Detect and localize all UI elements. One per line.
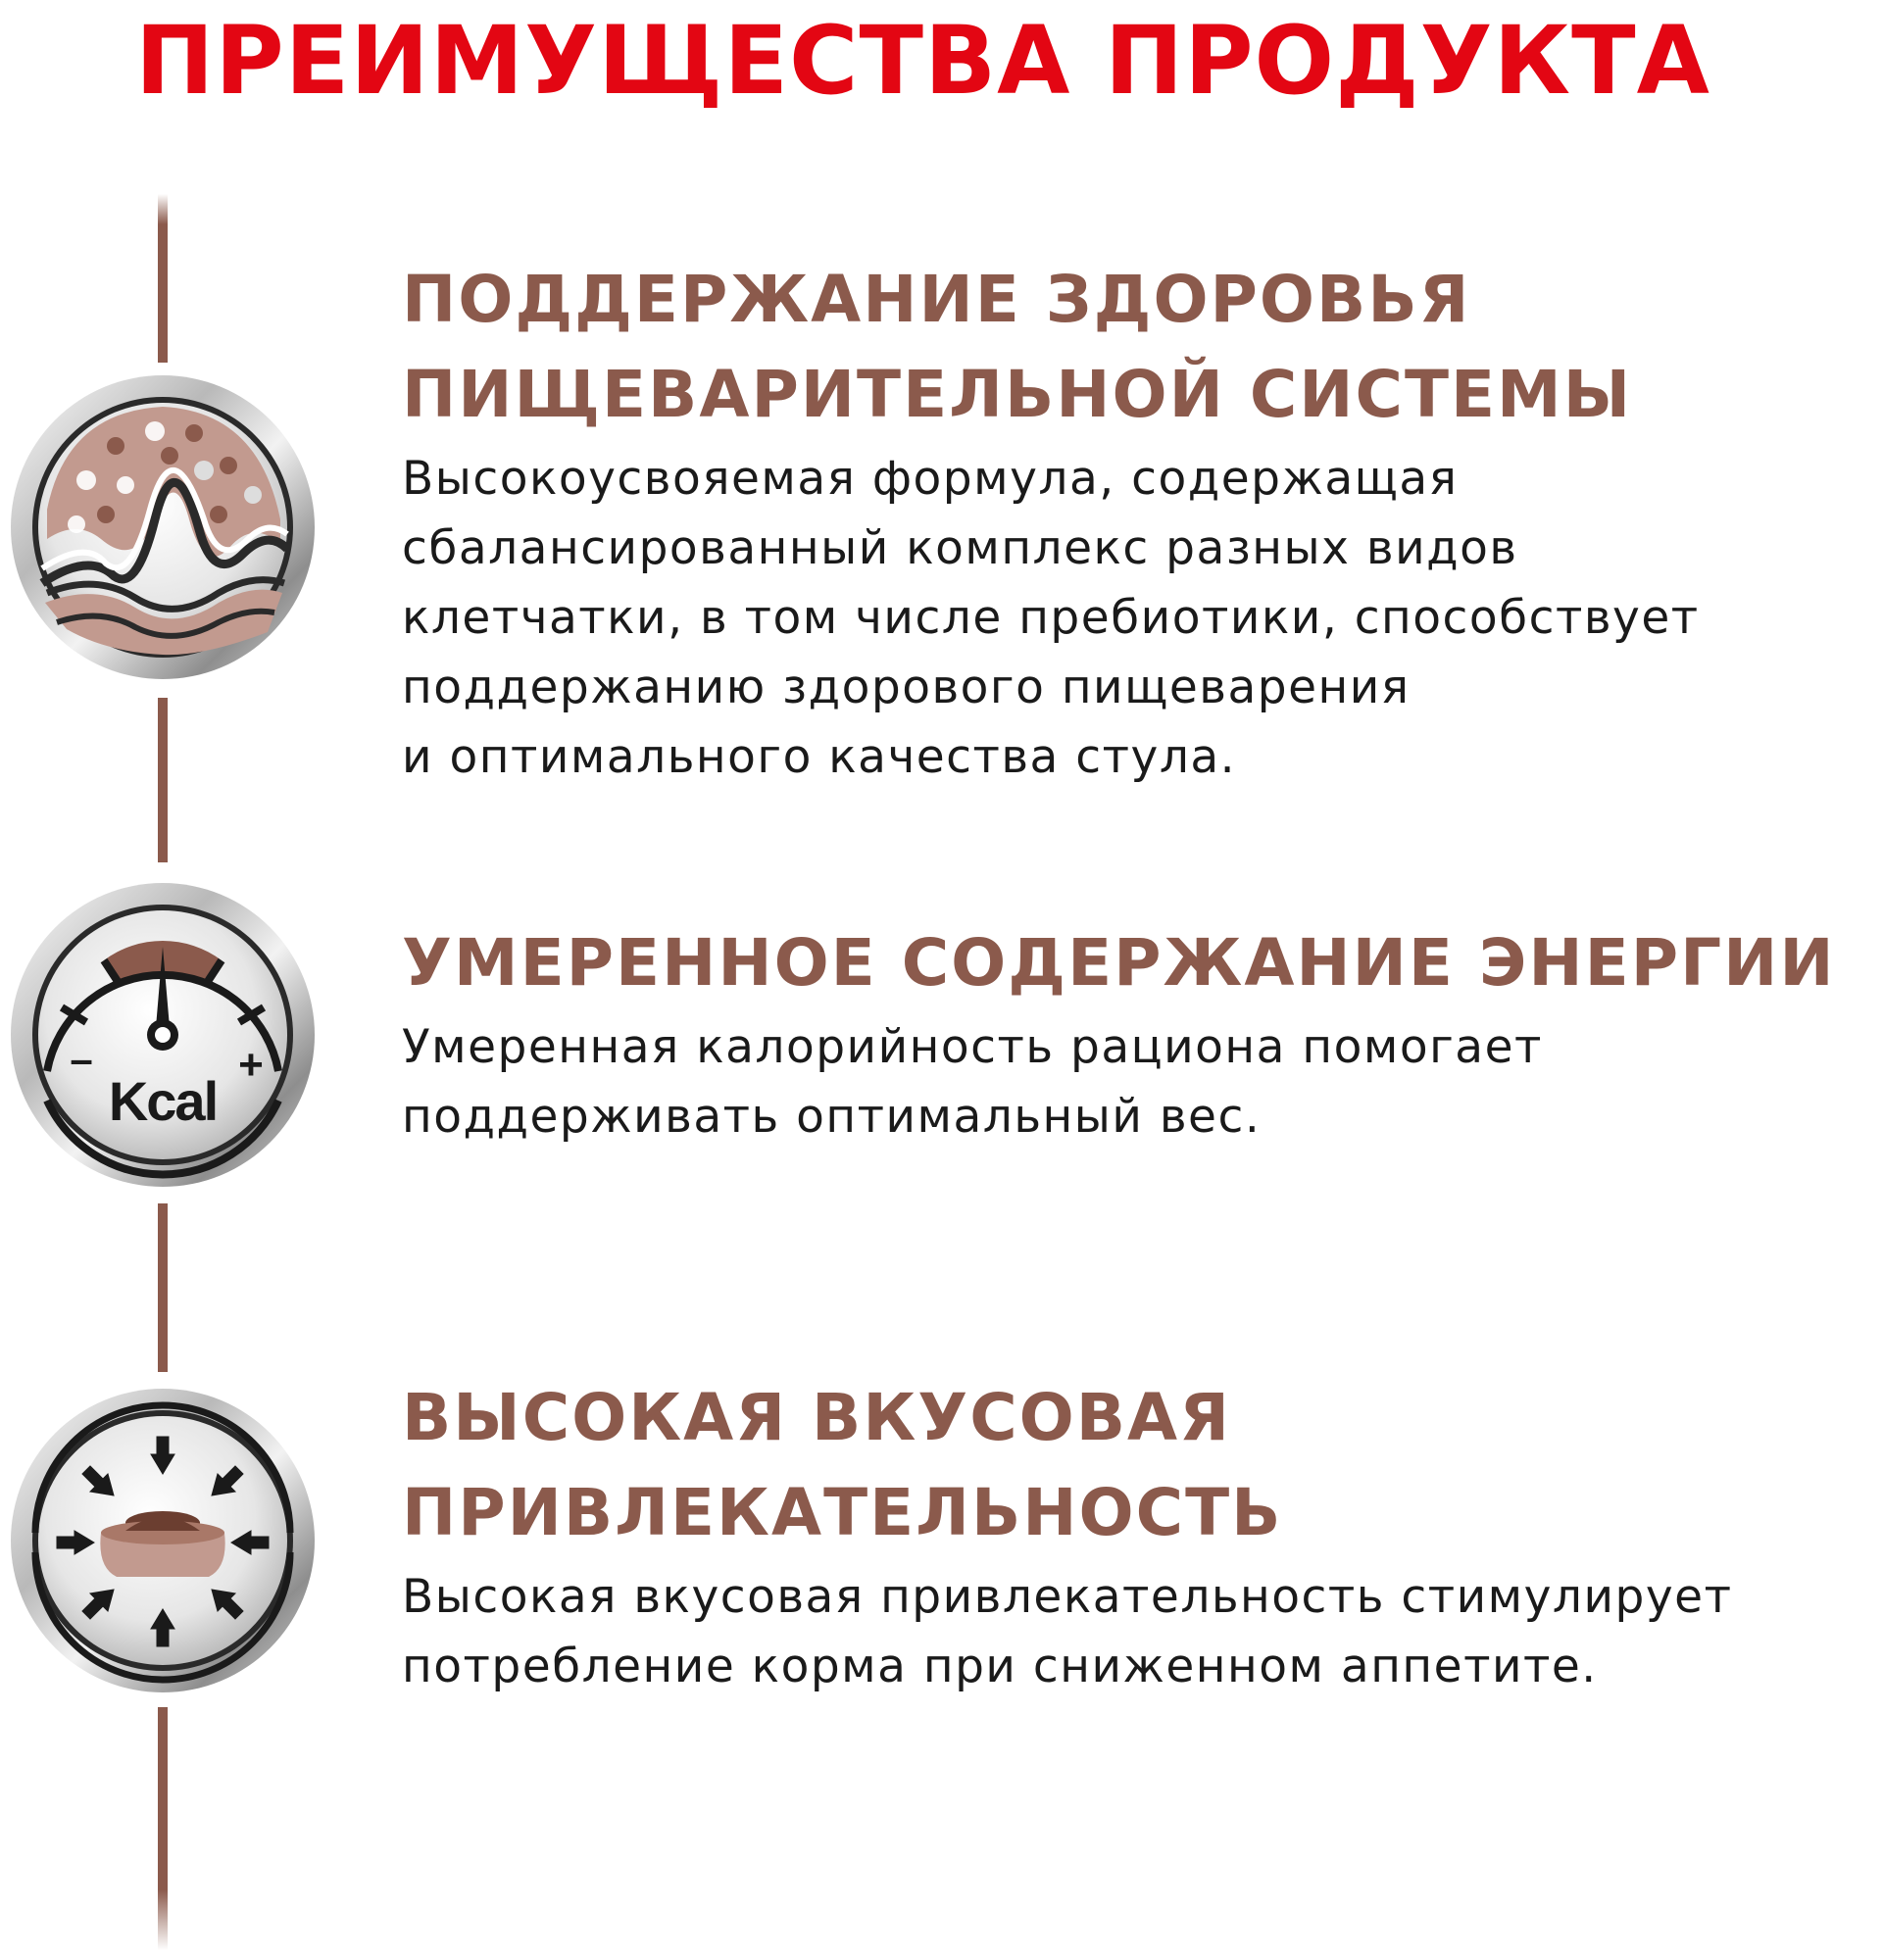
benefit-heading: [402, 915, 1862, 1010]
benefit-digestive-health: [402, 252, 1862, 792]
text-line: сбалансированный комплекс разных видов: [402, 521, 1518, 575]
text-line: Высокоусвояемая формула, содержащая: [402, 452, 1459, 506]
timeline-line: [158, 194, 168, 363]
text-line: поддержанию здорового пищеварения: [402, 661, 1411, 714]
heading-line: ПРИВЛЕКАТЕЛЬНОСТЬ: [402, 1475, 1283, 1550]
text-line: Высокая вкусовая привлекательность стимулирует: [402, 1570, 1733, 1624]
text-line: клетчатки, в том числе пребиотики, способствует: [402, 591, 1700, 645]
digestive-health-icon: [8, 372, 318, 682]
gauge-kcal-label: Kcal: [108, 1070, 218, 1132]
benefit-text: [402, 444, 1862, 792]
benefit-palatability: [402, 1370, 1862, 1701]
heading-line: ПОДДЕРЖАНИЕ ЗДОРОВЬЯ: [402, 262, 1471, 337]
text-line: Умеренная калорийность рациона помогает: [402, 1020, 1543, 1074]
heading-line: УМЕРЕННОЕ СОДЕРЖАНИЕ ЭНЕРГИИ: [402, 925, 1836, 1001]
timeline-line: [158, 1203, 168, 1372]
heading-line: ВЫСОКАЯ ВКУСОВАЯ: [402, 1380, 1231, 1455]
timeline-line: [158, 698, 168, 862]
gauge-minus-label: –: [70, 1036, 93, 1082]
kcal-gauge-icon: [8, 880, 318, 1190]
benefit-heading: [402, 252, 1862, 442]
heading-line: ПИЩЕВАРИТЕЛЬНОЙ СИСТЕМЫ: [402, 357, 1633, 432]
timeline-line: [158, 1707, 168, 1950]
page-title: ПРЕИМУЩЕСТВА ПРОДУКТА: [135, 6, 1710, 116]
text-line: потребление корма при сниженном аппетите.: [402, 1640, 1598, 1693]
text-line: поддерживать оптимальный вес.: [402, 1090, 1262, 1144]
gauge-plus-label: +: [238, 1041, 264, 1089]
text-line: и оптимального качества стула.: [402, 730, 1237, 784]
benefit-text: [402, 1562, 1862, 1701]
benefit-text: [402, 1012, 1862, 1152]
palatability-bowl-icon: [8, 1386, 318, 1695]
benefit-moderate-energy: [402, 915, 1862, 1152]
benefit-heading: [402, 1370, 1862, 1560]
